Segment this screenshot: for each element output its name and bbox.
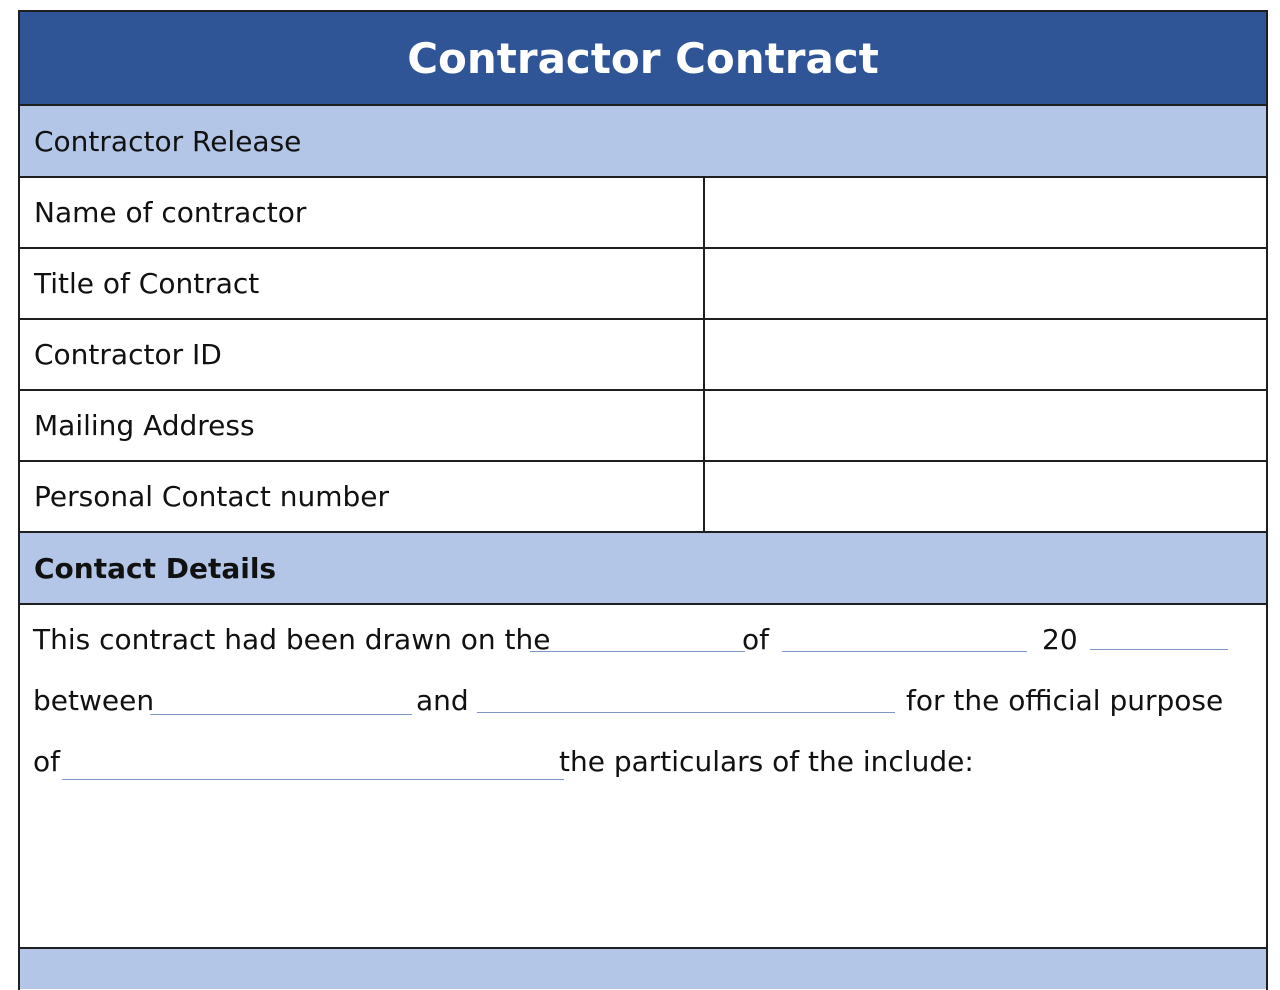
next-section-bar	[20, 949, 1266, 989]
contract-details-body	[20, 605, 1266, 949]
details-line3-text-a: of	[33, 745, 60, 778]
field-label-name: Name of contractor	[20, 178, 705, 247]
details-line1-text-c: 20	[1042, 623, 1078, 656]
field-row-name	[20, 178, 1266, 249]
details-line1-text-a: This contract had been drawn on the	[33, 623, 551, 656]
field-row-title	[20, 249, 1266, 320]
field-label-contact: Personal Contact number	[20, 462, 705, 531]
form-title: Contractor Contract	[20, 12, 1266, 106]
field-row-id	[20, 320, 1266, 391]
field-value-contact[interactable]	[705, 462, 1266, 531]
blank-party-one[interactable]	[150, 714, 412, 715]
details-line2-text-b: and	[416, 684, 469, 717]
field-label-address: Mailing Address	[20, 391, 705, 460]
field-row-address	[20, 391, 1266, 462]
field-value-title[interactable]	[705, 249, 1266, 318]
details-line2-text-c: for the official purpose	[906, 684, 1224, 717]
field-value-name[interactable]	[705, 178, 1266, 247]
blank-purpose[interactable]	[62, 779, 564, 780]
field-label-id: Contractor ID	[20, 320, 705, 389]
details-line1-text-b: of	[742, 623, 769, 656]
section-contractor-release: Contractor Release	[20, 106, 1266, 178]
field-value-address[interactable]	[705, 391, 1266, 460]
blank-date-month[interactable]	[782, 651, 1027, 652]
details-line2-text-a: between	[33, 684, 155, 717]
blank-date-year[interactable]	[1090, 649, 1228, 650]
field-label-title: Title of Contract	[20, 249, 705, 318]
field-value-id[interactable]	[705, 320, 1266, 389]
blank-party-two[interactable]	[477, 712, 895, 713]
blank-date-day[interactable]	[530, 651, 745, 652]
contract-form	[18, 10, 1268, 990]
section-contact-details: Contact Details	[20, 533, 1266, 605]
field-row-contact	[20, 462, 1266, 533]
details-line3-text-b: the particulars of the include:	[559, 745, 974, 778]
